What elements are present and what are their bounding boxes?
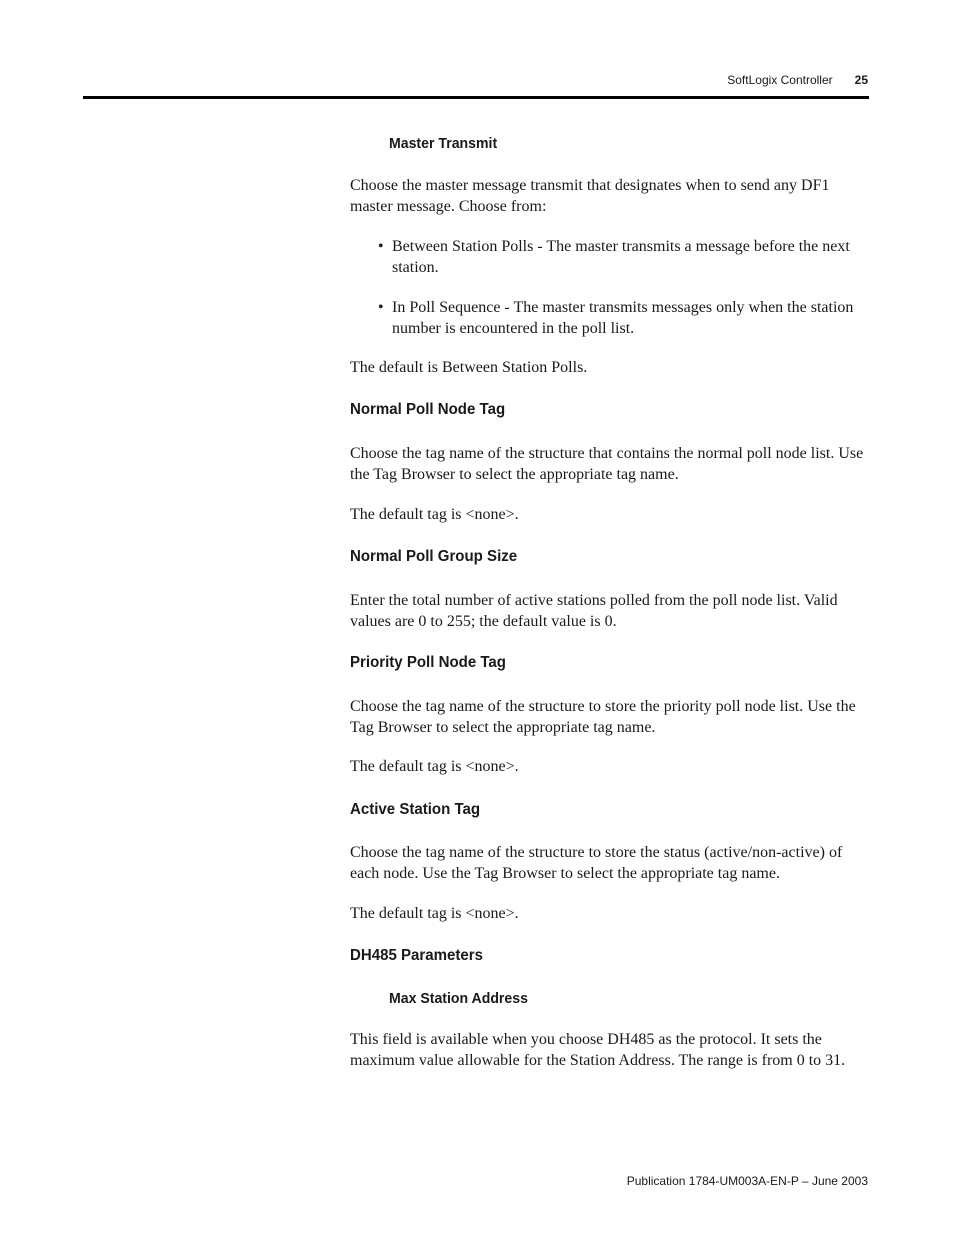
- paragraph-priority-poll-node-tag: Choose the tag name of the structure to store the priority poll node list. Use the Tag Browser to select the appropriate tag name.: [350, 698, 856, 736]
- paragraph-normal-poll-node-tag-default: The default tag is <none>.: [350, 506, 519, 523]
- heading-master-transmit: Master Transmit: [389, 135, 498, 152]
- header-rule: [83, 96, 869, 99]
- heading-priority-poll-node-tag: Priority Poll Node Tag: [350, 654, 506, 671]
- paragraph-normal-poll-node-tag: Choose the tag name of the structure that contains the normal poll node list. Use the Tag Browser to select the appropriate tag name.: [350, 445, 864, 483]
- heading-normal-poll-group-size: Normal Poll Group Size: [350, 548, 518, 565]
- page-number: 25: [854, 73, 868, 87]
- heading-active-station-tag: Active Station Tag: [350, 801, 481, 818]
- list-item-text: Between Station Polls - The master transmits a message before the next station.: [392, 238, 850, 276]
- list-item: [378, 237, 868, 278]
- heading-normal-poll-node-tag: Normal Poll Node Tag: [350, 401, 506, 418]
- paragraph-active-station-tag: Choose the tag name of the structure to store the status (active/non-active) of each node. Use the Tag Browser to select the appropriate tag name.: [350, 844, 843, 882]
- heading-max-station-address: Max Station Address: [389, 990, 528, 1007]
- footer-publication: Publication 1784-UM003A-EN-P – June 2003: [626, 1174, 868, 1188]
- bullet-icon: •: [378, 299, 384, 316]
- bullet-icon: •: [378, 238, 384, 255]
- header-section-title: SoftLogix Controller: [727, 73, 833, 87]
- paragraph-max-station-address: This field is available when you choose DH485 as the protocol. It sets the maximum value allowable for the Station Address. The range is from 0 to 31.: [350, 1031, 846, 1069]
- list-item: [378, 298, 868, 339]
- paragraph-normal-poll-group-size: Enter the total number of active stations polled from the poll node list. Valid values are 0 to 255; the default value is 0.: [350, 592, 838, 630]
- paragraph-priority-poll-node-tag-default: The default tag is <none>.: [350, 758, 519, 775]
- running-header: [727, 73, 868, 87]
- heading-dh485-parameters: DH485 Parameters: [350, 947, 483, 964]
- paragraph-active-station-tag-default: The default tag is <none>.: [350, 905, 519, 922]
- paragraph-master-transmit-default: The default is Between Station Polls.: [350, 359, 588, 376]
- list-item-text: In Poll Sequence - The master transmits messages only when the station number is encountered in the poll list.: [392, 299, 854, 337]
- paragraph-master-transmit-intro: Choose the master message transmit that designates when to send any DF1 master message. Choose from:: [350, 177, 830, 215]
